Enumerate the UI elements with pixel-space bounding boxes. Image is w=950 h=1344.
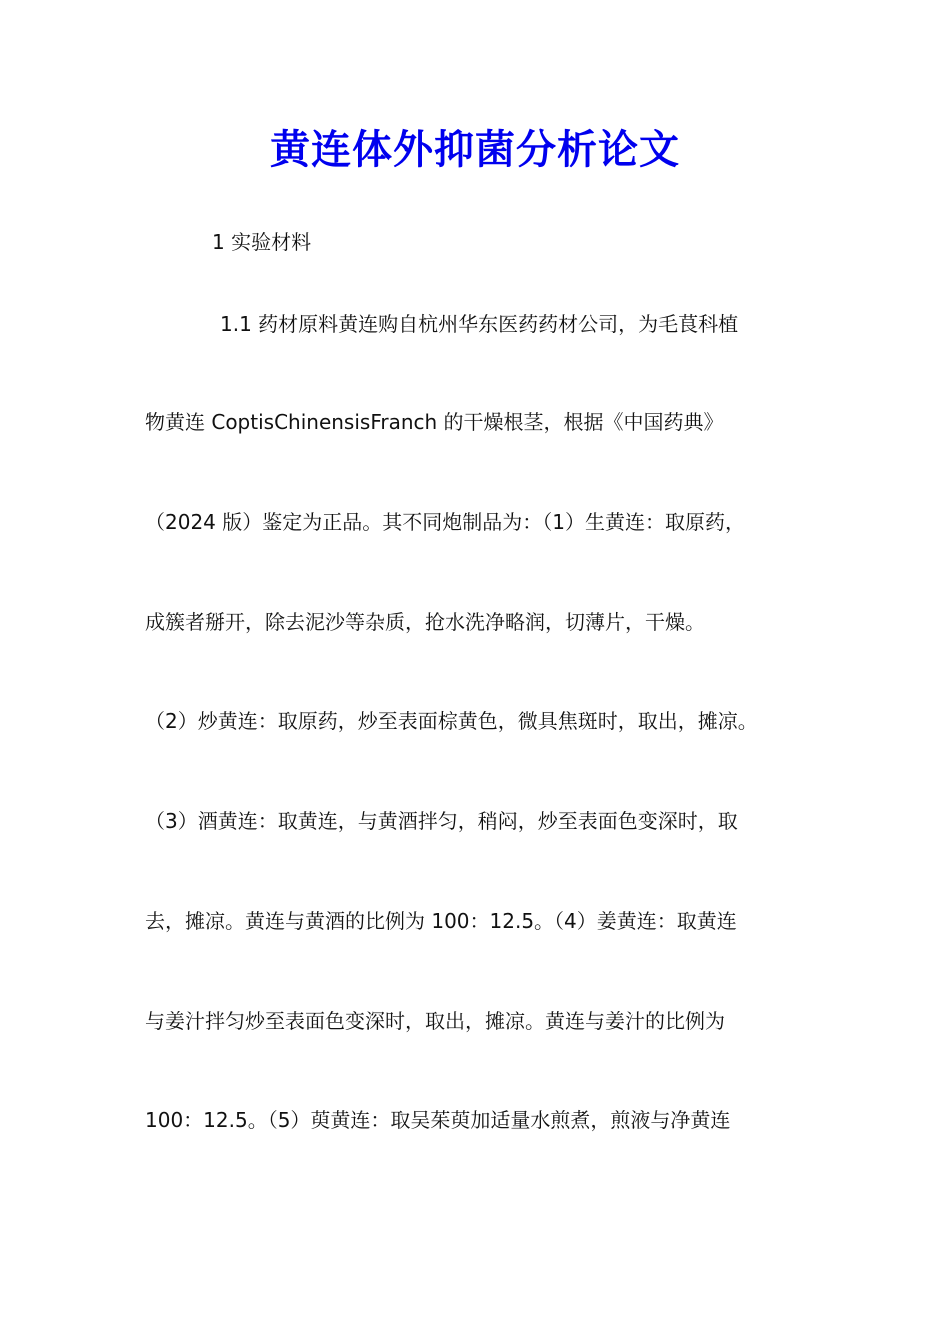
- paragraph-line: （2）炒黄连：取原药，炒至表面棕黄色，微具焦斑时，取出，摊凉。: [145, 709, 758, 733]
- paragraph-line: 成簇者掰开，除去泥沙等杂质，抢水洗净略润，切薄片，干燥。: [145, 610, 705, 634]
- paragraph-line: 去，摊凉。黄连与黄酒的比例为 100：12.5。（4）姜黄连：取黄连: [145, 909, 737, 933]
- paragraph-line: （3）酒黄连：取黄连，与黄酒拌匀，稍闷，炒至表面色变深时，取: [145, 809, 738, 833]
- paragraph-line: （2024 版）鉴定为正品。其不同炮制品为：（1）生黄连：取原药，: [145, 510, 745, 534]
- paragraph-line: 100：12.5。（5）萸黄连：取吴茱萸加适量水煎煮，煎液与净黄连: [145, 1108, 731, 1132]
- paragraph-line: 物黄连 CoptisChinensisFranch 的干燥根茎，根据《中国药典》: [145, 410, 724, 434]
- paragraph-line: 与姜汁拌匀炒至表面色变深时，取出，摊凉。黄连与姜汁的比例为: [145, 1009, 725, 1033]
- page-title: 黄连体外抑菌分析论文: [270, 126, 680, 173]
- paragraph-line: 1.1 药材原料黄连购自杭州华东医药药材公司，为毛茛科植: [220, 312, 739, 336]
- section-heading: 1 实验材料: [212, 230, 312, 254]
